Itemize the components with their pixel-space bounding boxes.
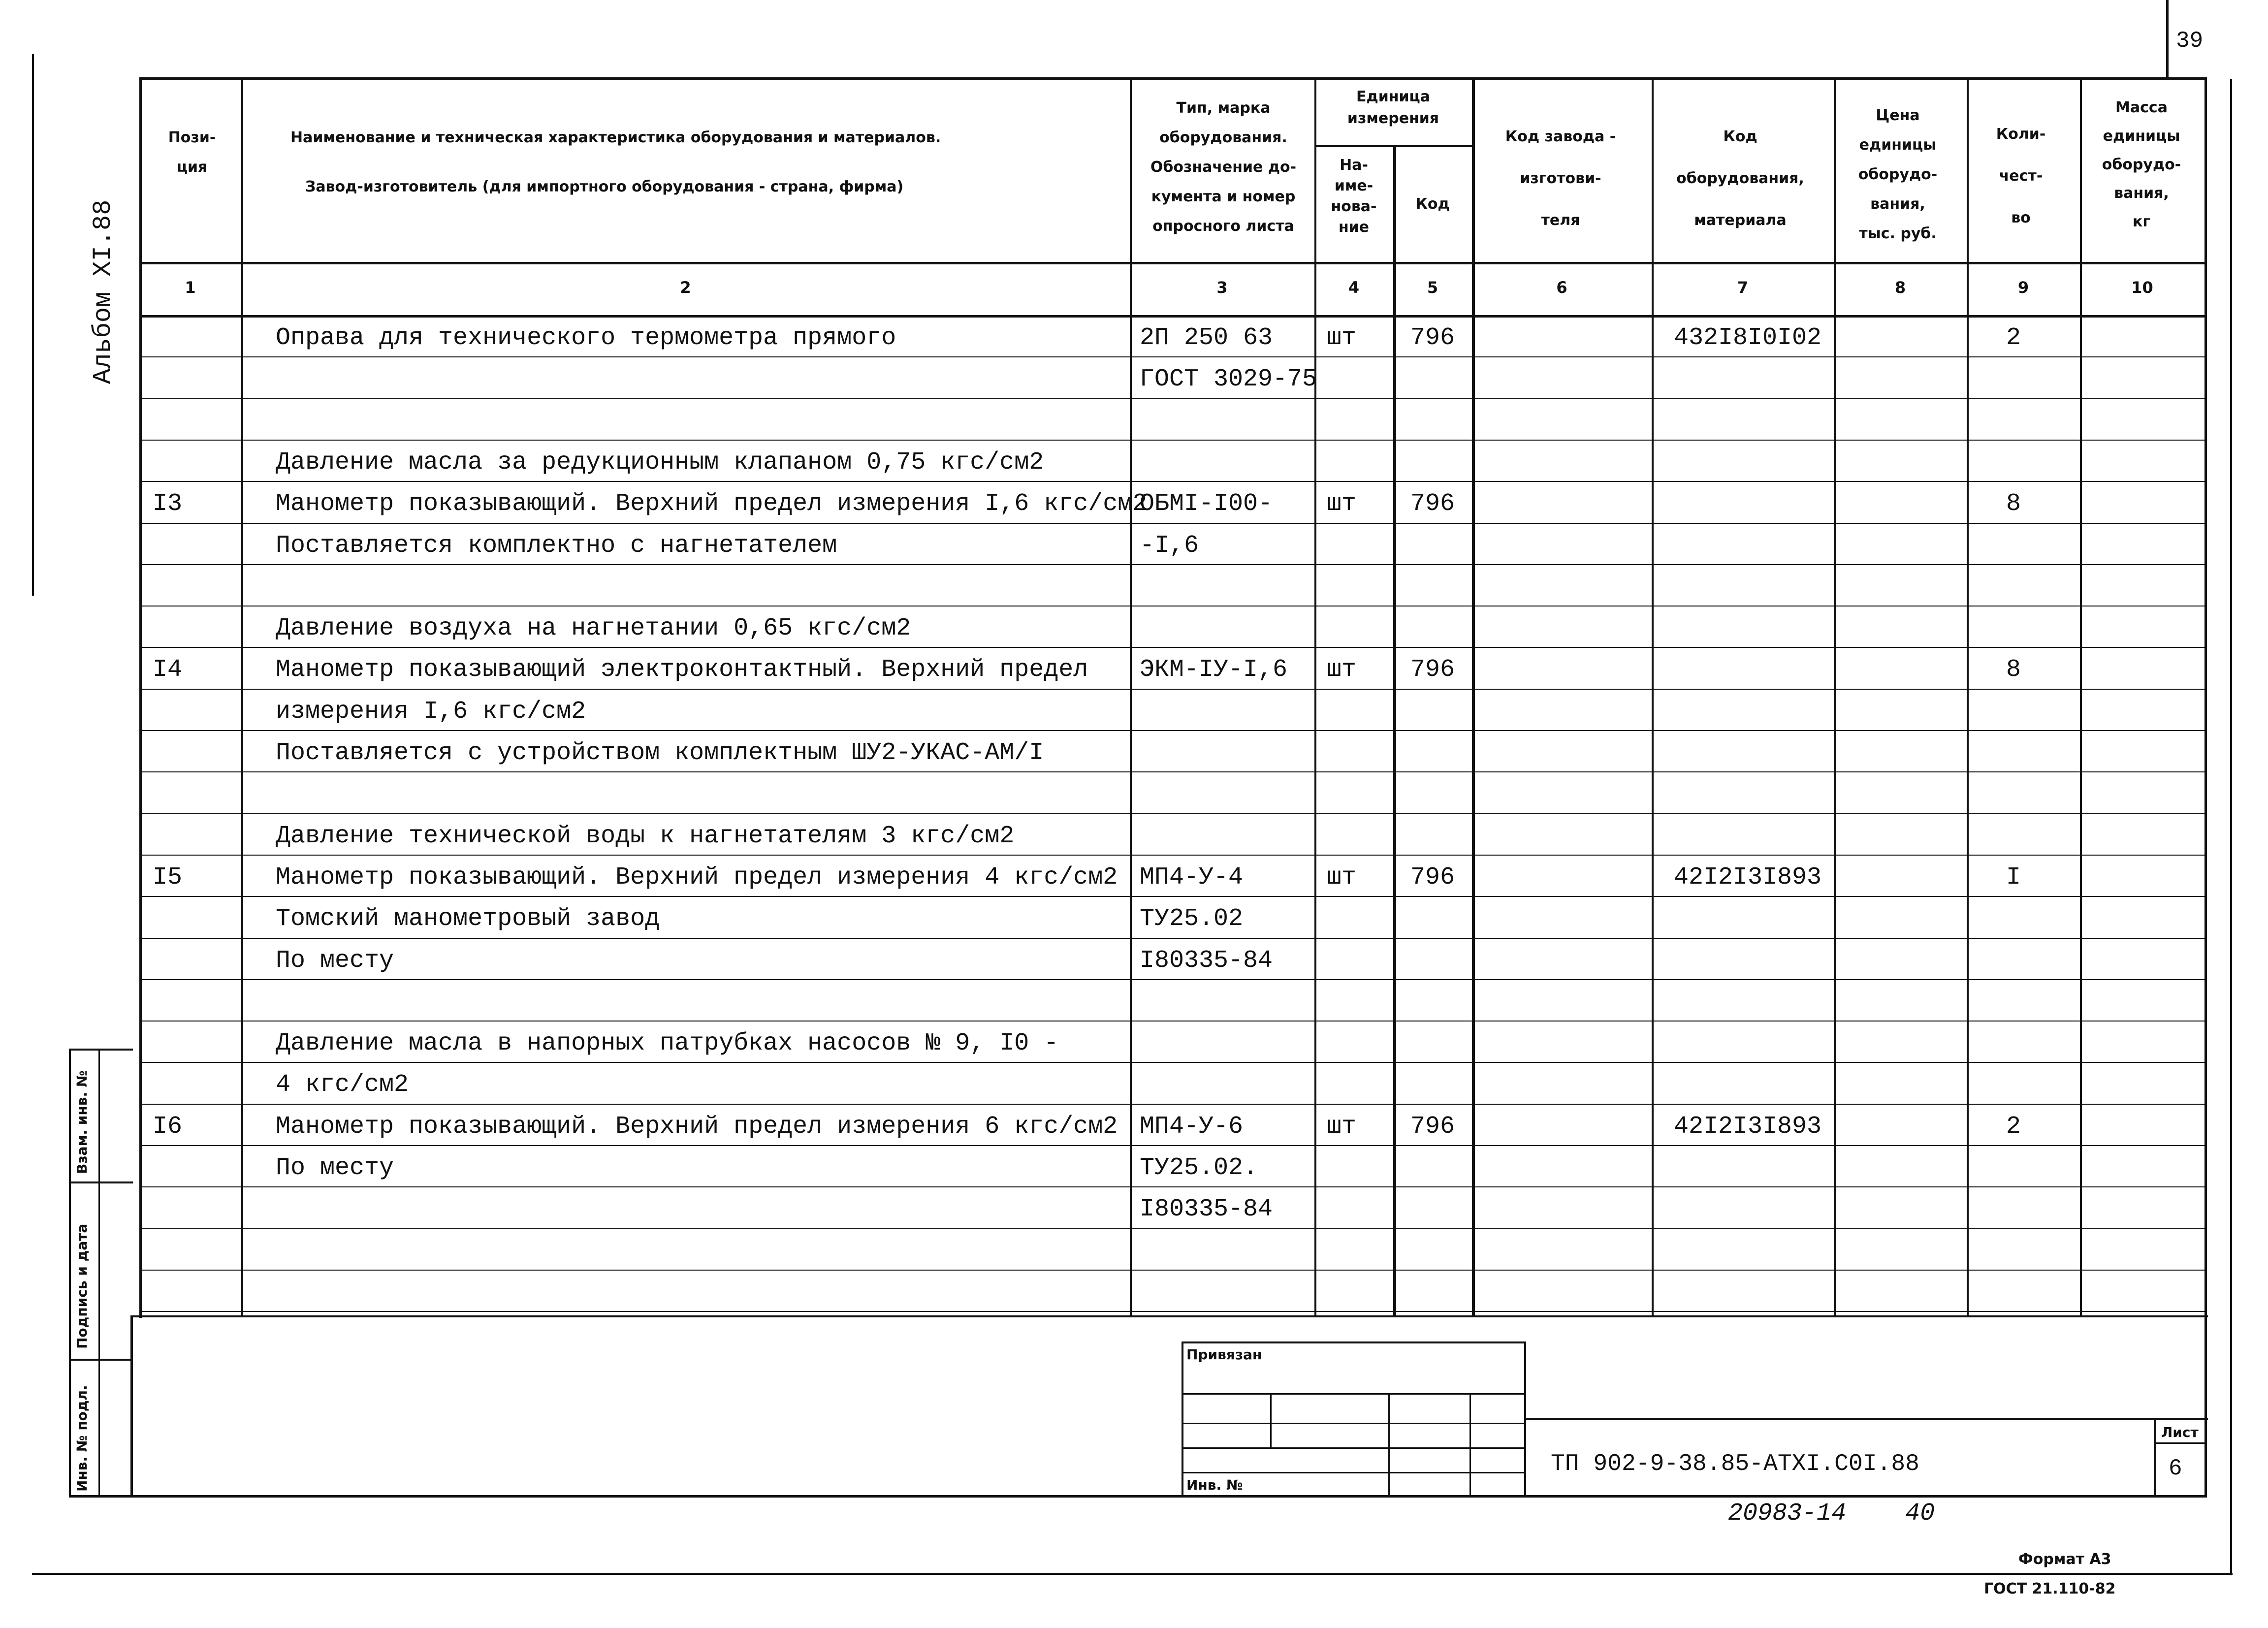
- album-label: Альбом XI.88: [89, 199, 118, 384]
- type-cell: I80335-84: [1140, 947, 1273, 975]
- unit-name-cell: шт: [1327, 324, 1357, 352]
- name-cell: Манометр показывающий. Верхний предел измерения 6 кгс/см2: [276, 1113, 1118, 1141]
- type-cell: МП4-У-6: [1140, 1113, 1244, 1141]
- quantity-cell: 8: [2006, 656, 2021, 684]
- position-cell: I6: [153, 1113, 183, 1141]
- column-number-8: 8: [1894, 278, 1906, 297]
- name-cell: Давление технической воды к нагнетателям 3 кгс/см2: [276, 822, 1015, 850]
- type-cell: ОБМI-I00-: [1140, 490, 1273, 518]
- side-stamp-vzam: Взам. инв. №: [74, 1070, 90, 1174]
- unit-name-cell: шт: [1327, 1113, 1357, 1141]
- position-cell: I5: [153, 863, 183, 892]
- unit-code-cell: 796: [1410, 1113, 1455, 1141]
- inv-no-label: Инв. №: [1186, 1477, 1243, 1493]
- name-cell: 4 кгс/см2: [276, 1071, 409, 1099]
- material-code-cell: 42I2I3I893: [1674, 863, 1822, 892]
- column-number-10: 10: [2131, 278, 2153, 297]
- name-cell: Манометр показывающий. Верхний предел измерения 4 кгс/см2: [276, 863, 1118, 892]
- column-number-3: 3: [1216, 278, 1228, 297]
- quantity-cell: I: [2006, 863, 2021, 892]
- header-col10: Масса единицы оборудо- вания, кг: [2102, 99, 2181, 230]
- name-cell: По месту: [276, 1154, 394, 1182]
- header-col6: Код завода - изготови- теля: [1505, 128, 1616, 229]
- sheet-label: Лист: [2161, 1424, 2199, 1440]
- type-cell: ЭКМ-IУ-I,6: [1140, 656, 1288, 684]
- name-cell: Давление воздуха на нагнетании 0,65 кгс/см2: [276, 614, 911, 642]
- sheet-number: 6: [2169, 1456, 2182, 1481]
- column-number-2: 2: [680, 278, 691, 297]
- header-col45: Единица измерения: [1347, 88, 1439, 127]
- privyazan-label: Привязан: [1186, 1346, 1262, 1363]
- quantity-cell: 2: [2006, 1113, 2021, 1141]
- type-cell: 2П 250 63: [1140, 324, 1273, 352]
- header-col8: Цена единицы оборудо- вания, тыс. руб.: [1858, 107, 1938, 242]
- name-cell: Давление масла в напорных патрубках насосов № 9, I0 -: [276, 1029, 1059, 1057]
- type-cell: ТУ25.02: [1140, 905, 1244, 933]
- header-col1: Пози- ция: [168, 129, 216, 176]
- side-stamp-podpis: Подпись и дата: [74, 1223, 90, 1349]
- document-designation: ТП 902-9-38.85-АТХI.С0I.88: [1551, 1451, 1919, 1477]
- type-cell: МП4-У-4: [1140, 863, 1244, 892]
- unit-code-cell: 796: [1410, 324, 1455, 352]
- unit-name-cell: шт: [1327, 863, 1357, 892]
- side-stamp-inv-podl: Инв. № подл.: [74, 1385, 90, 1492]
- quantity-cell: 8: [2006, 490, 2021, 518]
- name-cell: Оправа для технического термометра прямого: [276, 324, 896, 352]
- quantity-cell: 2: [2006, 324, 2021, 352]
- name-cell: измерения I,6 кгс/см2: [276, 698, 586, 726]
- header-col2-line1: Наименование и техническая характеристика оборудования и материалов.: [290, 129, 941, 146]
- page-number: 39: [2176, 28, 2204, 54]
- material-code-cell: 432I8I0I02: [1674, 324, 1822, 352]
- column-number-9: 9: [2017, 278, 2029, 297]
- unit-name-cell: шт: [1327, 490, 1357, 518]
- column-number-1: 1: [185, 278, 196, 297]
- type-cell: I80335-84: [1140, 1195, 1273, 1223]
- unit-code-cell: 796: [1410, 863, 1455, 892]
- name-cell: Поставляется с устройством комплектным ШУ2-УКАС-АМ/I: [276, 739, 1044, 767]
- material-code-cell: 42I2I3I893: [1674, 1113, 1822, 1141]
- column-number-4: 4: [1348, 278, 1360, 297]
- name-cell: Давление масла за редукционным клапаном 0,75 кгс/см2: [276, 448, 1044, 477]
- position-cell: I3: [153, 490, 183, 518]
- type-cell: ТУ25.02.: [1140, 1154, 1258, 1182]
- type-cell: -I,6: [1140, 532, 1199, 560]
- type-cell: ГОСТ 3029-75: [1140, 365, 1317, 393]
- header-col3: Тип, марка оборудования. Обозначение до- кумента и номер опросного листа: [1150, 99, 1297, 235]
- header-col7: Код оборудования, материала: [1676, 128, 1804, 229]
- header-col4: На- име- нова- ние: [1331, 157, 1377, 236]
- name-cell: Поставляется комплектно с нагнетателем: [276, 532, 837, 560]
- name-cell: Томский манометровый завод: [276, 905, 660, 933]
- column-number-5: 5: [1427, 278, 1438, 297]
- unit-code-cell: 796: [1410, 490, 1455, 518]
- name-cell: По месту: [276, 947, 394, 975]
- position-cell: I4: [153, 656, 183, 684]
- unit-code-cell: 796: [1410, 656, 1455, 684]
- column-number-6: 6: [1556, 278, 1567, 297]
- gost-label: ГОСТ 21.110-82: [1984, 1580, 2116, 1597]
- format-label: Формат А3: [2018, 1551, 2111, 1568]
- header-col5: Код: [1415, 195, 1450, 213]
- name-cell: Манометр показывающий электроконтактный. Верхний предел: [276, 656, 1088, 684]
- handwritten-number: 20983-14 40: [1728, 1500, 1935, 1528]
- unit-name-cell: шт: [1327, 656, 1357, 684]
- header-col9: Коли- чест- во: [1996, 126, 2046, 226]
- header-col2-line2: Завод-изготовитель (для импортного оборудования - страна, фирма): [305, 178, 904, 195]
- column-number-7: 7: [1737, 278, 1749, 297]
- name-cell: Манометр показывающий. Верхний предел измерения I,6 кгс/см2: [276, 490, 1148, 518]
